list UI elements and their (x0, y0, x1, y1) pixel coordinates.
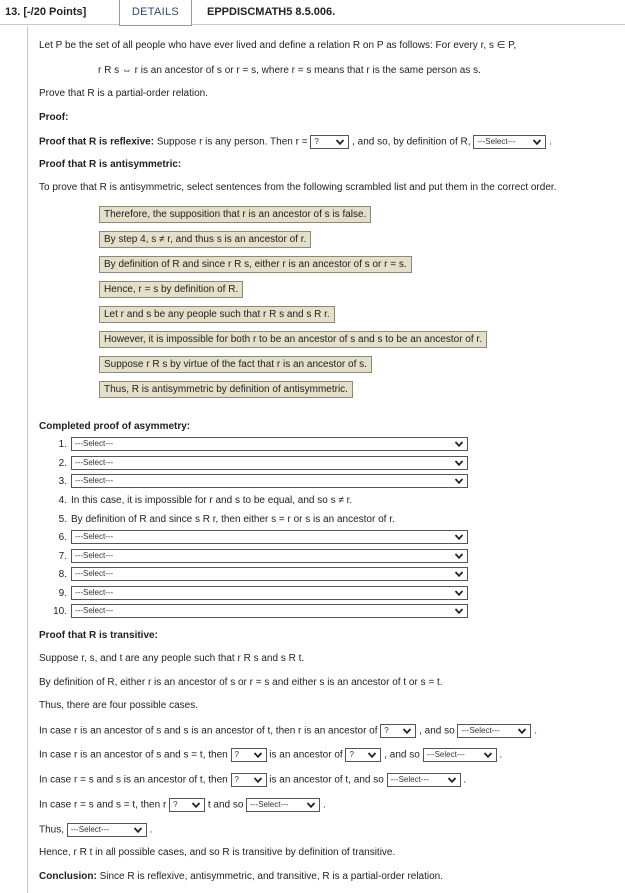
chevron-down-icon (454, 532, 464, 542)
transitive-thus-value: ---Select--- (70, 825, 110, 834)
case-2-text: In case r is an ancestor of s and s = t, then (39, 749, 228, 761)
reflexive-dropdown-1[interactable] (310, 135, 349, 149)
chevron-down-icon (335, 137, 345, 147)
chevron-down-icon (454, 458, 464, 468)
completed-proof-heading: Completed proof of asymmetry: (39, 421, 191, 432)
case-3-dropdown-1-value: ? (234, 775, 239, 784)
scrambled-sentence[interactable]: Hence, r = s by definition of R. (99, 281, 243, 298)
case-3-text-2: is an ancestor of t, and so (269, 774, 384, 786)
chevron-down-icon (367, 750, 377, 760)
step-10-value: ---Select--- (75, 606, 114, 615)
scrambled-sentence[interactable]: Suppose r R s by virtue of the fact that r is an ancestor of s. (99, 356, 372, 373)
step-3-value: ---Select--- (75, 476, 114, 485)
step-5-text: By definition of R and since s R r, then either s = r or s is an ancestor of r. (71, 514, 395, 525)
scrambled-sentence[interactable]: Therefore, the supposition that r is an ancestor of s is false. (99, 206, 371, 223)
case-4-dropdown-2-value: ---Select--- (250, 800, 289, 809)
step-4-text: In this case, it is impossible for r and s to be equal, and so s ≠ r. (71, 495, 353, 506)
step-number: 7. (58, 551, 67, 562)
step-10-dropdown[interactable] (71, 604, 468, 618)
transitive-hence: Hence, r R t in all possible cases, and so R is transitive by definition of transitive. (39, 847, 396, 858)
chevron-down-icon (447, 775, 457, 785)
reflexive-heading: Proof that R is reflexive: (39, 136, 155, 148)
case-2-dropdown-1-value: ? (234, 750, 239, 759)
chevron-down-icon (532, 137, 542, 147)
chevron-down-icon (306, 800, 316, 810)
case-3-text: In case r = s and s is an ancestor of t, then (39, 774, 228, 786)
antisymmetric-instructions: To prove that R is antisymmetric, select sentences from the following scrambled list and put them in the correct order. (39, 182, 557, 193)
step-7-dropdown[interactable] (71, 549, 468, 563)
chevron-down-icon (253, 775, 263, 785)
case-1-dropdown-1[interactable] (380, 724, 416, 738)
chevron-down-icon (133, 825, 143, 835)
step-number: 3. (58, 476, 67, 487)
case-4-end: . (323, 799, 326, 811)
chevron-down-icon (454, 606, 464, 616)
prove-statement: Prove that R is a partial-order relation. (39, 88, 208, 99)
question-number: 13. [-/20 Points] (5, 6, 87, 18)
case-1-text-2: , and so (419, 725, 455, 737)
step-number: 8. (58, 569, 67, 580)
reflexive-dropdown-2-value: ---Select--- (477, 137, 516, 146)
scrambled-sentence[interactable]: Let r and s be any people such that r R s and s R r. (99, 306, 335, 323)
case-3-dropdown-1[interactable] (231, 773, 267, 787)
chevron-down-icon (402, 726, 412, 736)
chevron-down-icon (454, 569, 464, 579)
step-6-value: ---Select--- (75, 532, 114, 541)
case-2-line (39, 748, 502, 762)
step-number: 10. (53, 606, 67, 617)
step-number: 5. (58, 514, 67, 525)
case-1-text: In case r is an ancestor of s and s is an ancestor of t, then r is an ancestor of (39, 725, 378, 737)
case-2-dropdown-1[interactable] (231, 748, 267, 762)
step-9-value: ---Select--- (75, 588, 114, 597)
case-2-dropdown-2[interactable] (345, 748, 381, 762)
case-2-end: . (499, 749, 503, 761)
case-4-dropdown-2[interactable] (246, 798, 320, 812)
chevron-down-icon (253, 750, 263, 760)
case-3-end: . (463, 774, 467, 786)
step-number: 2. (58, 458, 67, 469)
step-9-dropdown[interactable] (71, 586, 468, 600)
conclusion-label: Conclusion: (39, 871, 97, 882)
step-3-dropdown[interactable] (71, 474, 468, 488)
case-3-dropdown-2[interactable] (387, 773, 461, 787)
step-2-value: ---Select--- (75, 458, 114, 467)
chevron-down-icon (517, 726, 527, 736)
case-3-line (39, 773, 466, 787)
case-1-dropdown-2-value: ---Select--- (461, 726, 500, 735)
scrambled-sentence[interactable]: However, it is impossible for both r to be an ancestor of s and s to be an ancestor of r. (99, 331, 487, 348)
scrambled-sentence[interactable]: By definition of R and since r R s, either r is an ancestor of s or r = s. (99, 256, 412, 273)
conclusion-text: Since R is reflexive, antisymmetric, and transitive, R is a partial-order relation. (99, 871, 444, 882)
transitive-suppose: Suppose r, s, and t are any people such that r R s and s R t. (39, 653, 305, 664)
step-7-value: ---Select--- (75, 551, 114, 560)
scrambled-sentence[interactable]: By step 4, s ≠ r, and thus s is an ancestor of r. (99, 231, 311, 248)
transitive-bydef: By definition of R, either r is an ancestor of s or r = s and either s is an ancestor of t or s = t. (39, 677, 443, 688)
chevron-down-icon (191, 800, 201, 810)
step-number: 9. (58, 588, 67, 599)
case-1-line (39, 724, 537, 738)
transitive-four-cases: Thus, there are four possible cases. (39, 700, 198, 711)
transitive-thus-end: . (149, 824, 153, 836)
step-1-value: ---Select--- (75, 439, 114, 448)
reflexive-line (39, 135, 552, 149)
step-6-dropdown[interactable] (71, 530, 468, 544)
scrambled-sentence[interactable]: Thus, R is antisymmetric by definition of antisymmetric. (99, 381, 353, 398)
case-4-dropdown-1-value: ? (173, 800, 178, 809)
proof-label: Proof: (39, 112, 69, 123)
step-number: 4. (58, 495, 67, 506)
step-8-dropdown[interactable] (71, 567, 468, 581)
transitive-heading: Proof that R is transitive: (39, 630, 158, 641)
transitive-thus-dropdown[interactable] (67, 823, 147, 837)
question-id: EPPDISCMATH5 8.5.006. (207, 6, 336, 18)
case-2-text-2: is an ancestor of (269, 749, 343, 761)
step-1-dropdown[interactable] (71, 437, 468, 451)
case-4-dropdown-1[interactable] (169, 798, 205, 812)
chevron-down-icon (454, 476, 464, 486)
relation-definition: r R s ⇔ r is an ancestor of s or r = s, where r = s means that r is the same person as s. (98, 65, 481, 76)
chevron-down-icon (454, 439, 464, 449)
case-1-dropdown-2[interactable] (457, 724, 531, 738)
case-3-dropdown-2-value: ---Select--- (390, 775, 429, 784)
case-1-end: . (534, 725, 538, 737)
case-4-text-2: t and so (207, 799, 244, 811)
question-header (0, 0, 625, 25)
chevron-down-icon (454, 551, 464, 561)
case-2-text-3: , and so (384, 749, 420, 761)
case-4-text: In case r = s and s = t, then r (39, 799, 167, 811)
transitive-thus: Thus, (39, 824, 65, 836)
conclusion-line (39, 871, 443, 882)
reflexive-dropdown-1-value: ? (314, 137, 319, 146)
reflexive-end: . (549, 136, 552, 148)
step-2-dropdown[interactable] (71, 456, 468, 470)
case-4-line (39, 798, 326, 812)
intro-paragraph: Let P be the set of all people who have ever lived and define a relation R on P as follows: For every r, s ∈ P, (39, 40, 517, 51)
antisymmetric-heading: Proof that R is antisymmetric: (39, 159, 182, 170)
details-tab[interactable]: DETAILS (119, 0, 192, 26)
reflexive-text-2: , and so, by definition of R, (352, 136, 471, 148)
reflexive-dropdown-2[interactable] (473, 135, 546, 149)
step-number: 6. (58, 532, 67, 543)
case-2-dropdown-3[interactable] (423, 748, 497, 762)
transitive-thus-line (39, 823, 152, 837)
chevron-down-icon (483, 750, 493, 760)
step-number: 1. (58, 439, 67, 450)
chevron-down-icon (454, 588, 464, 598)
case-2-dropdown-2-value: ? (349, 750, 354, 759)
question-body (27, 26, 625, 893)
case-2-dropdown-3-value: ---Select--- (426, 750, 465, 759)
reflexive-text-1: Suppose r is any person. Then r = (156, 136, 308, 148)
case-1-dropdown-1-value: ? (384, 726, 389, 735)
step-8-value: ---Select--- (75, 569, 114, 578)
